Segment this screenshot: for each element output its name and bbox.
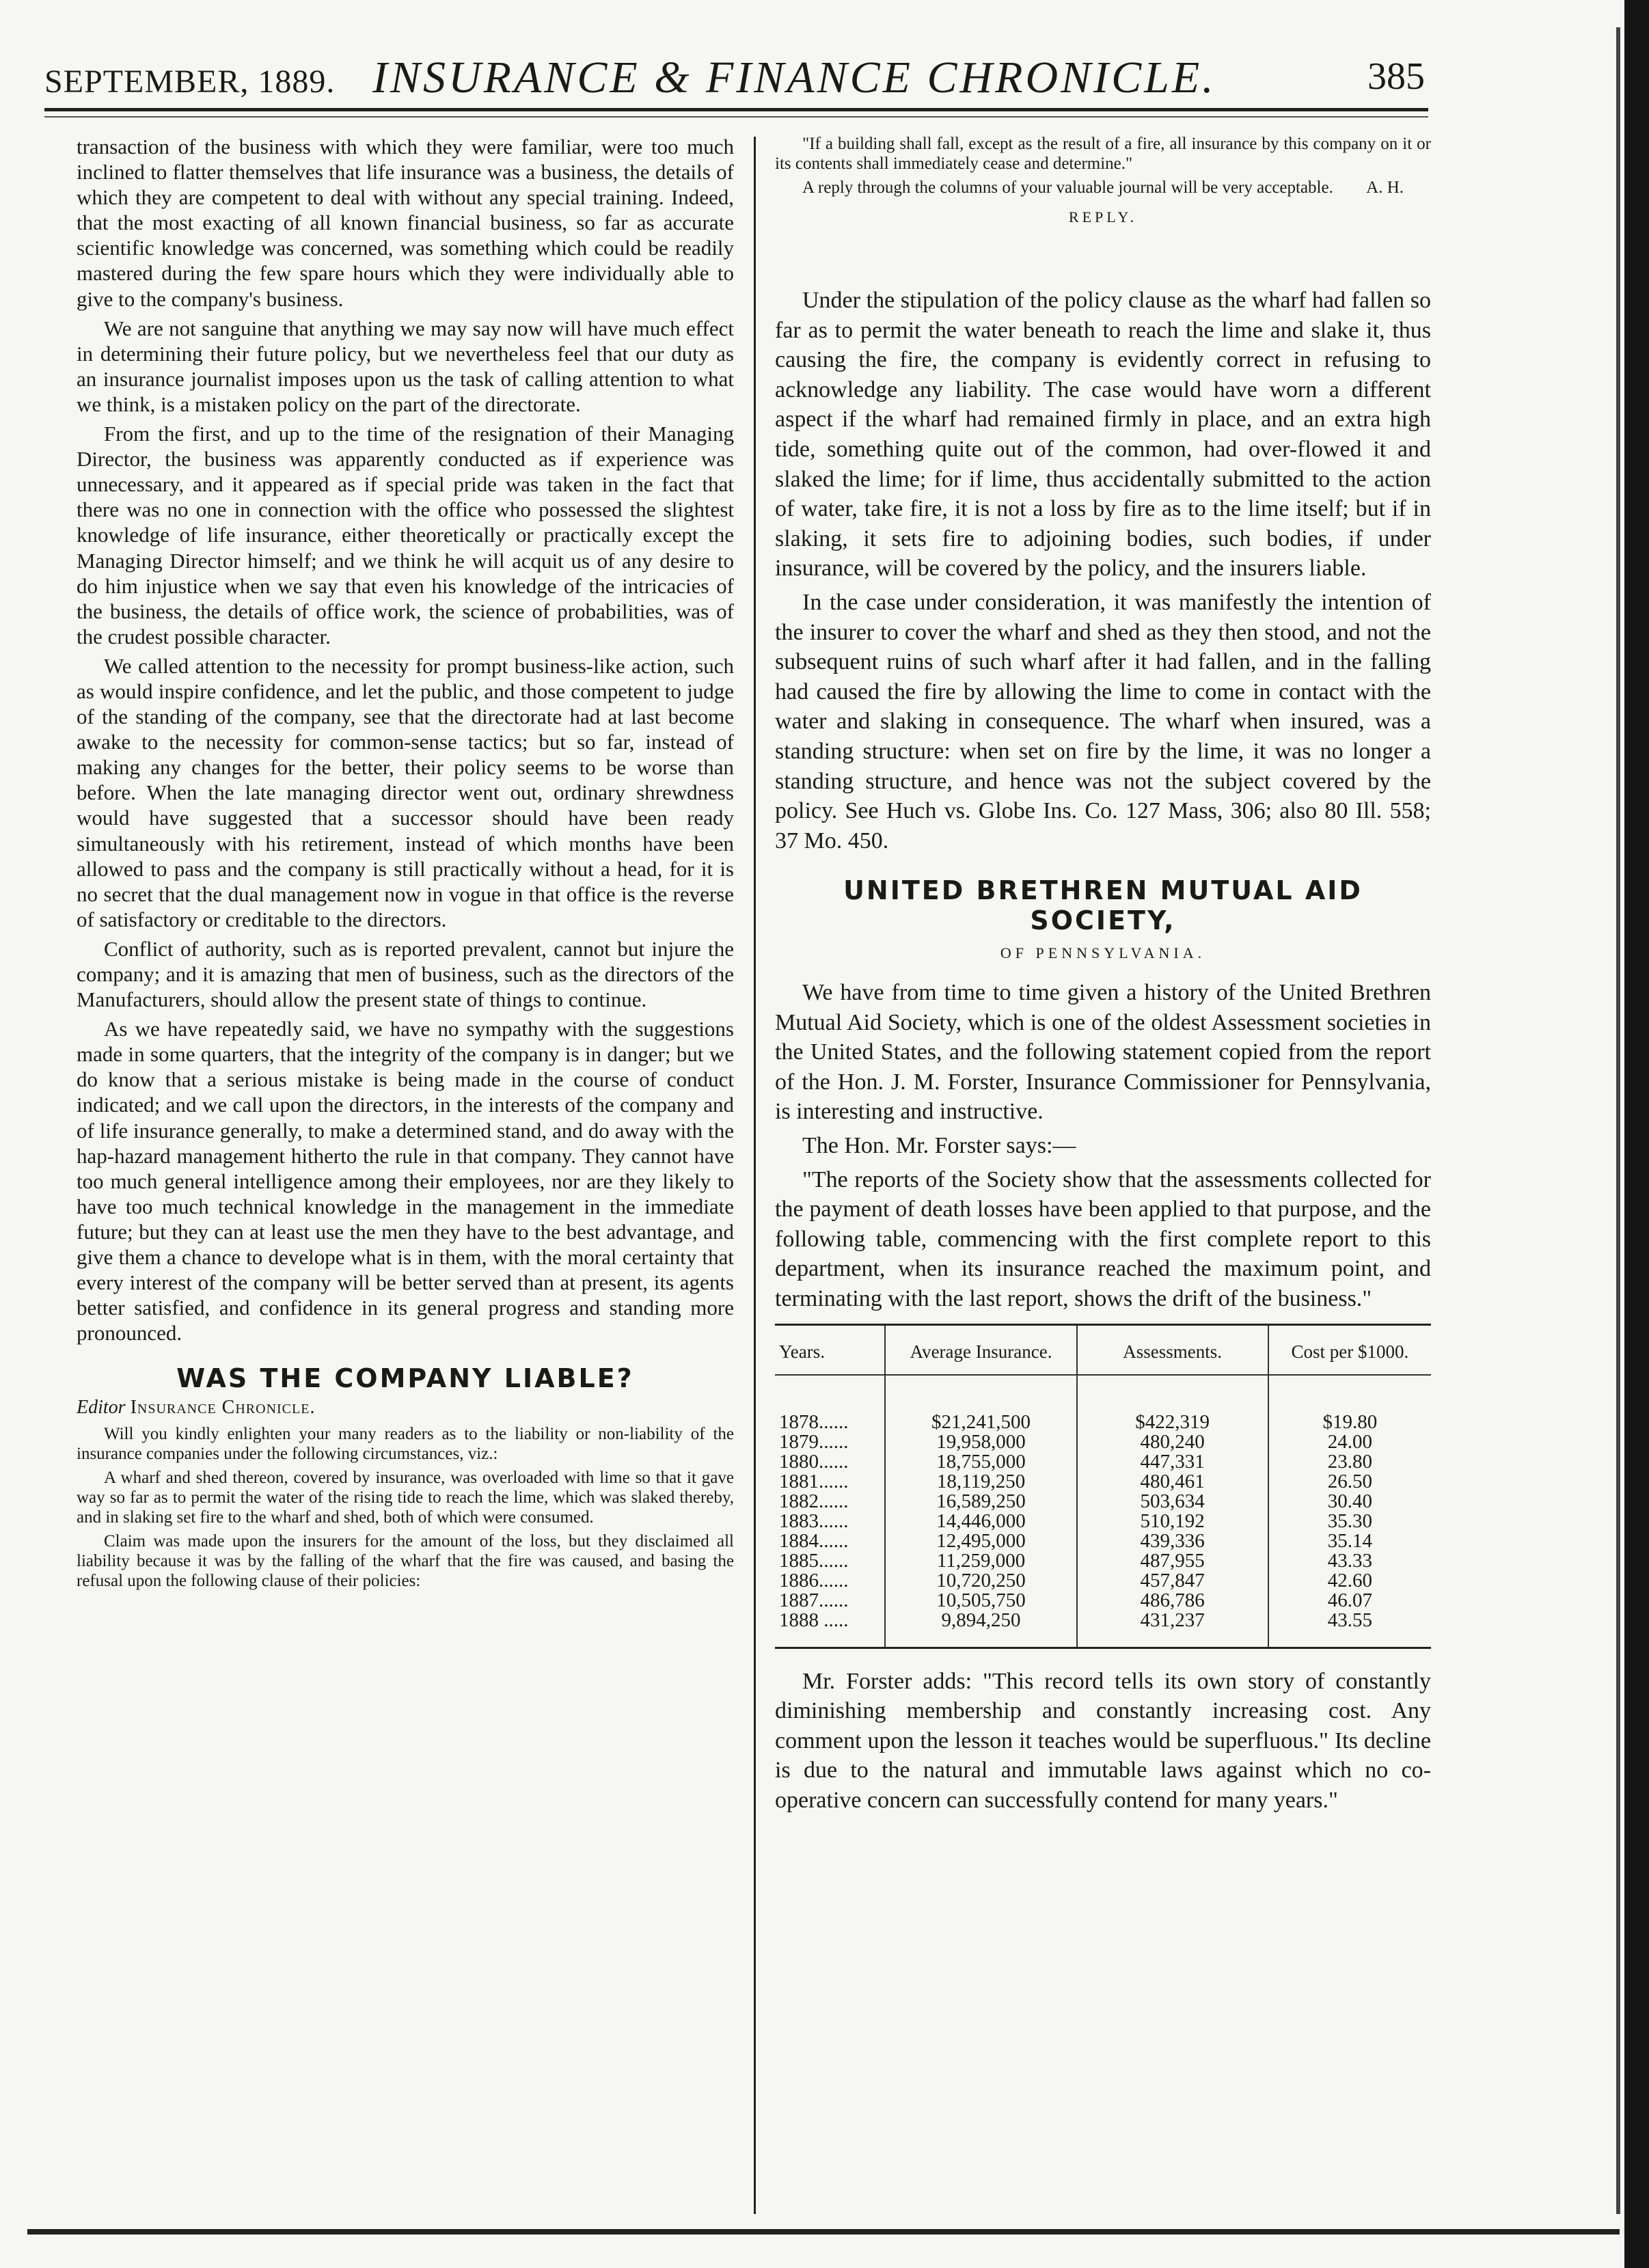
article-paragraph: As we have repeatedly said, we have no sympathy with the suggestions made in some quarters, that the integrity of the company is in danger; but we do know that a serious mistake is being made in the course of conduct indicated; and we call upon the directors, in the interests of the company and of life insurance generally, to make a determined stand, and do away with the hap-hazard management hitherto the rule in that company. They cannot have too much general intelligence among their employees, nor are they likely to have too much technical knowledge in the management in the immediate future; but they can at least use the men they have to the best advantage, and give them a chance to develope what is in them, with the moral certainty that every interest of the company will be better served than at present, its agents better satisfied, and confidence in its general progress and standing more pronounced.	[77, 1017, 734, 1345]
table-cell-assessments: 486,786	[1077, 1591, 1268, 1611]
table-cell-average-insurance: 16,589,250	[885, 1492, 1076, 1512]
reply-request-text: A reply through the columns of your valuable journal will be very acceptable.	[802, 178, 1333, 197]
table-cell-cost: 46.07	[1268, 1591, 1431, 1611]
society-paragraph: We have from time to time given a history of the United Brethren Mutual Aid Society, which is one of the oldest Assessment societies in the United States, and the following statement copied from the report of the Hon. J. M. Forster, Insurance Commissioner for Pennsylvania, is interesting and instructive.	[775, 980, 1431, 1125]
society-paragraph: "The reports of the Society show that the assessments collected for the payment of death losses have been applied to that purpose, and the following table, commencing with the first complete report to this department, when its insurance reached the maximum point, and terminating with the last report, shows the drift of the business."	[775, 1166, 1431, 1311]
issue-date: SEPTEMBER, 1889.	[44, 64, 336, 100]
table-header-average-insurance: Average Insurance.	[885, 1324, 1076, 1375]
table-cell-cost: 30.40	[1268, 1492, 1431, 1512]
table-body	[775, 1375, 1431, 1648]
table-cell-assessments: 480,461	[1077, 1472, 1268, 1492]
table-cell-year: 1879......	[779, 1430, 849, 1453]
table-cell-cost: 26.50	[1268, 1472, 1431, 1492]
bottom-rule	[27, 2229, 1620, 2235]
table-cell-year: 1883......	[779, 1509, 849, 1532]
column-divider	[754, 137, 756, 2214]
table-row	[775, 1375, 1431, 1432]
table-cell-average-insurance: 18,755,000	[885, 1452, 1076, 1472]
table-row	[775, 1591, 1431, 1611]
table-header-assessments: Assessments.	[1077, 1324, 1268, 1375]
reply-heading: REPLY.	[1068, 208, 1138, 226]
table-cell-year: 1885......	[779, 1549, 849, 1572]
letter-signature: A. H.	[1366, 178, 1404, 197]
table-row	[775, 1551, 1431, 1571]
table-row	[775, 1452, 1431, 1472]
reply-request	[775, 178, 1431, 197]
page-number: 385	[1367, 55, 1425, 98]
table-row	[775, 1531, 1431, 1551]
table-cell-assessments: 503,634	[1077, 1492, 1268, 1512]
table-cell-assessments: 431,237	[1077, 1611, 1268, 1648]
header-rule-thin	[44, 116, 1428, 118]
table-cell-year: 1887......	[779, 1589, 849, 1611]
letter-paragraph: Claim was made upon the insurers for the amount of the loss, but they disclaimed all liability because it was by the falling of the wharf that the fire was caused, and basing the refusal upon the following clause of their policies:	[77, 1531, 734, 1590]
table-row	[775, 1472, 1431, 1492]
table-row	[775, 1512, 1431, 1531]
reply-paragraph: In the case under consideration, it was manifestly the intention of the insurer to cover the wharf and shed as they then stood, and not the subsequent ruins of such wharf after it had fallen, and in the falling had caused the fire by allowing the lime to come in contact with the water and slaking in consequence. The wharf when insured, was a standing structure: when set on fire by the lime, it was no longer a standing structure, and hence was not the subject covered by the policy. See Huch vs. Globe Ins. Co. 127 Mass, 306; also 80 Ill. 558; 37 Mo. 450.	[775, 589, 1431, 853]
table-cell-average-insurance: 18,119,250	[885, 1472, 1076, 1492]
reply-paragraph: Under the stipulation of the policy clause as the wharf had fallen so far as to permit the water beneath to reach the lime and slake it, thus causing the fire, the company is evidently correct in refusing to acknowledge any liability. The case would have worn a different aspect if the wharf had remained firmly in place, and an extra high tide, something quite out of the common, had over-flowed it and slaked the lime; for if lime, thus accidentally submitted to the action of water, take fire, it is not a loss by fire as to the lime itself; but if in slaking, it sets fire to adjoining bodies, such bodies, if under insurance, will be covered by the policy, and the insurers liable.	[775, 288, 1431, 582]
table-cell-assessments: 510,192	[1077, 1512, 1268, 1531]
closing-paragraph: Mr. Forster adds: "This record tells its own story of constantly diminishing membership and constantly increasing cost. Any comment upon the lesson it teaches would be superfluous." Its decline is due to the natural and immutable laws against which no co-operative concern can successfully contend for many years."	[775, 1668, 1431, 1813]
article-paragraph: We are not sanguine that anything we may say now will have much effect in determining their future policy, but we nevertheless feel that our duty as an insurance journalist imposes upon us the task of calling attention to what we think, is a mistaken policy on the part of the directorate.	[77, 316, 734, 416]
table-cell-cost: 42.60	[1268, 1571, 1431, 1591]
table-row	[775, 1432, 1431, 1452]
table-cell-year: 1880......	[779, 1450, 849, 1473]
right-column-top	[775, 134, 1431, 239]
policy-clause-quote: "If a building shall fall, except as the result of a fire, all insurance by this company on it or its contents shall immediately cease and determine."	[775, 135, 1431, 173]
table-cell-cost: 23.80	[1268, 1452, 1431, 1472]
table-cell-assessments: 447,331	[1077, 1452, 1268, 1472]
journal-title: INSURANCE & FINANCE CHRONICLE.	[372, 53, 1216, 103]
article-paragraph: From the first, and up to the time of the resignation of their Managing Director, the business was apparently conducted as if experience was unnecessary, and it appeared as if special pride was taken in the fact that there was no one in connection with the office who possessed the slightest knowledge of life insurance, either theoretically or practically except the Managing Director himself; and we think he will acquit us of any desire to do him injustice when we say that even his knowledge of the intricacies of the business, the details of office work, the science of probabilities, was of the crudest possible character.	[77, 422, 734, 648]
table-row	[775, 1611, 1431, 1648]
scan-edge	[1624, 0, 1649, 2268]
table-cell-year: 1881......	[779, 1470, 849, 1492]
table-cell-year: 1884......	[779, 1529, 849, 1552]
header-rule	[44, 108, 1428, 111]
article-paragraph: We called attention to the necessity for prompt business-like action, such as would inspire confidence, and let the public, and those competent to judge of the standing of the company, see that the directorate had at last become awake to the necessity for common-sense tactics; but so far, instead of making any changes for the better, their policy seems to be worse than before. When the late managing director went out, ordinary shrewdness would have suggested that a successor should have been ready simultaneously with his retirement, instead of which months have been allowed to pass and the company is still practically without a head, for it is no secret that the dual management now in vogue in that office is the reverse of satisfactory or creditable to the directors.	[77, 653, 734, 931]
table-cell-assessments: 480,240	[1077, 1432, 1268, 1452]
table-cell-average-insurance: 19,958,000	[885, 1432, 1076, 1452]
society-statistics-table	[775, 1324, 1431, 1649]
table-cell-assessments: 457,847	[1077, 1571, 1268, 1591]
left-column	[77, 134, 734, 1595]
table-cell-assessments: 487,955	[1077, 1551, 1268, 1571]
table-cell-cost: $19.80	[1268, 1375, 1431, 1432]
editor-line	[77, 1395, 734, 1420]
letter-paragraph: A wharf and shed thereon, covered by insurance, was overloaded with lime so that it gave way so far as to permit the water of the rising tide to reach the lime, which was slaked thereby, and in slaking set fire to the wharf and shed, both of which were consumed.	[77, 1468, 734, 1527]
scan-edge-line	[1616, 27, 1620, 2214]
table-header-cost: Cost per $1000.	[1268, 1324, 1431, 1375]
table-row	[775, 1571, 1431, 1591]
table-cell-year: 1886......	[779, 1569, 849, 1591]
society-subhead: OF PENNSYLVANIA.	[1000, 944, 1206, 962]
table-cell-cost: 24.00	[1268, 1432, 1431, 1452]
right-column-body	[775, 286, 1431, 1820]
table-cell-average-insurance: 14,446,000	[885, 1512, 1076, 1531]
liable-heading: WAS THE COMPANY LIABLE?	[176, 1363, 634, 1394]
table-cell-average-insurance: 12,495,000	[885, 1531, 1076, 1551]
table-header-years: Years.	[775, 1324, 885, 1375]
society-paragraph: The Hon. Mr. Forster says:—	[802, 1133, 1076, 1159]
table-cell-cost: 43.33	[1268, 1551, 1431, 1571]
table-cell-year: 1882......	[779, 1490, 849, 1512]
table-cell-average-insurance: 9,894,250	[885, 1611, 1076, 1648]
article-paragraph: transaction of the business with which they were familiar, were too much inclined to flatter themselves that life insurance was a business, the details of which they are competent to deal with without any special training. Indeed, that the most exacting of all known financial business, so far as accurate scientific knowledge was concerned, was something which could be readily mastered during the few spare hours which they were individually able to give to the company's business.	[77, 135, 734, 311]
article-paragraph: Conflict of authority, such as is reported prevalent, cannot but injure the company; and it is amazing that men of business, such as the directors of the Manufacturers, should allow the present state of things to continue.	[77, 936, 734, 1012]
society-heading: UNITED BRETHREN MUTUAL AID SOCIETY,	[843, 875, 1363, 935]
table-header-row	[775, 1324, 1431, 1375]
table-cell-assessments: $422,319	[1077, 1375, 1268, 1432]
editor-prefix: Editor	[77, 1396, 126, 1418]
table-cell-average-insurance: $21,241,500	[885, 1375, 1076, 1432]
table-cell-average-insurance: 10,505,750	[885, 1591, 1076, 1611]
table-cell-average-insurance: 10,720,250	[885, 1571, 1076, 1591]
table-cell-cost: 35.14	[1268, 1531, 1431, 1551]
table-cell-year: 1888 .....	[779, 1609, 849, 1631]
table-cell-cost: 35.30	[1268, 1512, 1431, 1531]
running-head	[44, 49, 1425, 111]
table-cell-average-insurance: 11,259,000	[885, 1551, 1076, 1571]
table-cell-year: 1878......	[779, 1410, 849, 1433]
table-cell-cost: 43.55	[1268, 1611, 1431, 1648]
table-row	[775, 1492, 1431, 1512]
table-cell-assessments: 439,336	[1077, 1531, 1268, 1551]
letter-paragraph: Will you kindly enlighten your many readers as to the liability or non-liability of the insurance companies under the following circumstances, viz.:	[77, 1424, 734, 1463]
editor-name: Insurance Chronicle.	[130, 1396, 316, 1418]
